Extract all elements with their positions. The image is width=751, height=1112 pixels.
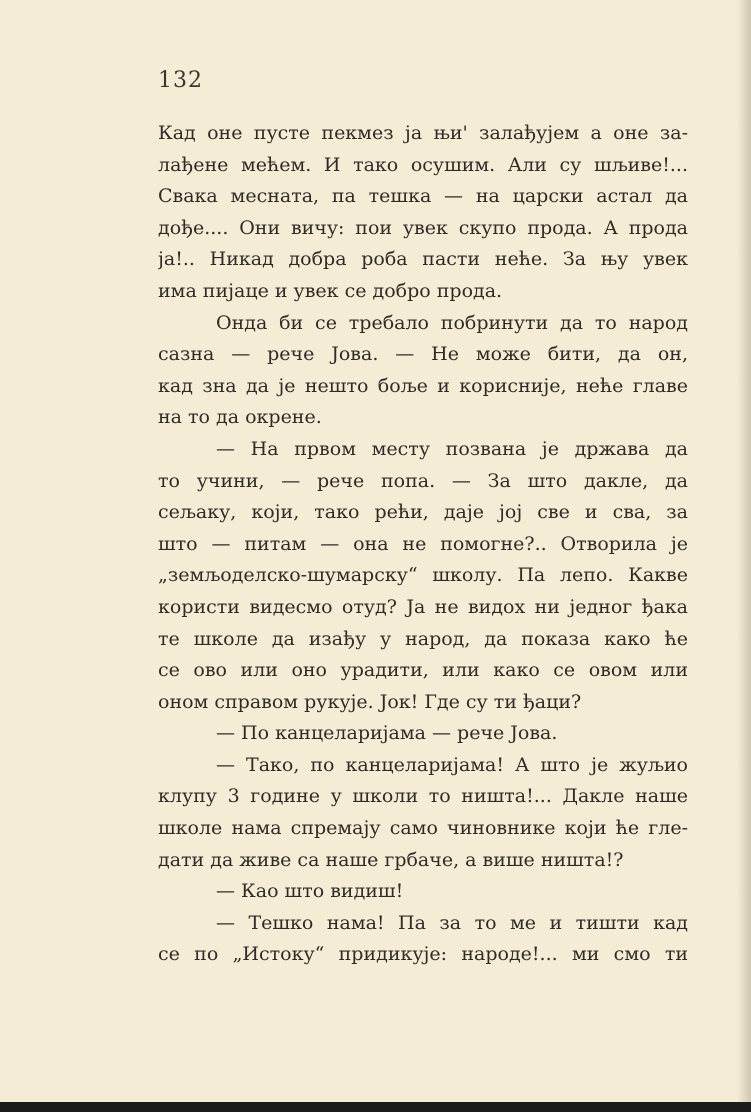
text-line: — Тешко нама! Па за то ме и тишти кад: [216, 911, 688, 934]
text-line: има пијаце и увек се добро прода.: [158, 279, 503, 302]
text-line: — По канцеларијама — рече Јова.: [216, 722, 558, 745]
text-line: на то да окрене.: [158, 406, 322, 429]
text-line: се по „Истоку“ придикује: народе!... ми смо ти: [158, 943, 688, 966]
text-line: клупу 3 године у школи то ништа!... Дакле наше: [158, 785, 688, 808]
text-line: — На првом месту позвана је држава да: [216, 437, 688, 460]
page-edge-shadow: [737, 0, 751, 1112]
text-line: се ово или оно урадити, или како се овом или: [158, 659, 688, 682]
text-line: Свака месната, па тешка — на царски астал да: [158, 185, 688, 208]
text-line: Онда би се требало побринути да то народ: [216, 311, 688, 334]
body-text: [158, 118, 688, 971]
text-line: дати да живе са наше грбаче, а више ништа!?: [158, 848, 624, 871]
text-line: те школе да изађу у народ, да показа како ће: [158, 627, 688, 650]
text-line: — Тако, по канцеларијама! А што је жуљио: [216, 753, 688, 776]
text-line: ја!.. Никад добра роба пасти неће. За њу увек: [158, 248, 688, 271]
text-line: — Као што видиш!: [216, 880, 404, 903]
text-line: дође.... Они вичу: пои увек скупо прода. А прода: [158, 216, 688, 239]
text-line: што — питам — она не помогне?.. Отворила је: [158, 532, 688, 555]
text-line: Кад оне пусте пекмез ја њи' залађујем а оне за-: [158, 122, 688, 144]
text-line: лађене мећем. И тако осушим. Али су шљиве!...: [158, 153, 688, 176]
text-line: кад зна да је нешто боље и корисније, неће главе: [158, 374, 688, 397]
text-line: „земљоделско-шумарску“ школу. Па лепо. Какве: [158, 564, 688, 587]
text-line: сазна — рече Јова. — Не може бити, да он,: [158, 343, 688, 366]
text-line: школе нама спремају само чиновнике који ће гле-: [158, 817, 688, 840]
text-line: оном справом рукује. Јок! Где су ти ђаци?: [158, 690, 582, 713]
text-line: то учини, — рече попа. — За што дакле, да: [158, 469, 688, 492]
page-number: 132: [158, 68, 203, 93]
scan-bottom-border: [0, 1102, 751, 1112]
text-line: користи видесмо отуд? Ја не видох ни једног ђака: [158, 595, 688, 618]
text-line: сељаку, који, тако рећи, даје јој све и сва, за: [158, 501, 688, 524]
